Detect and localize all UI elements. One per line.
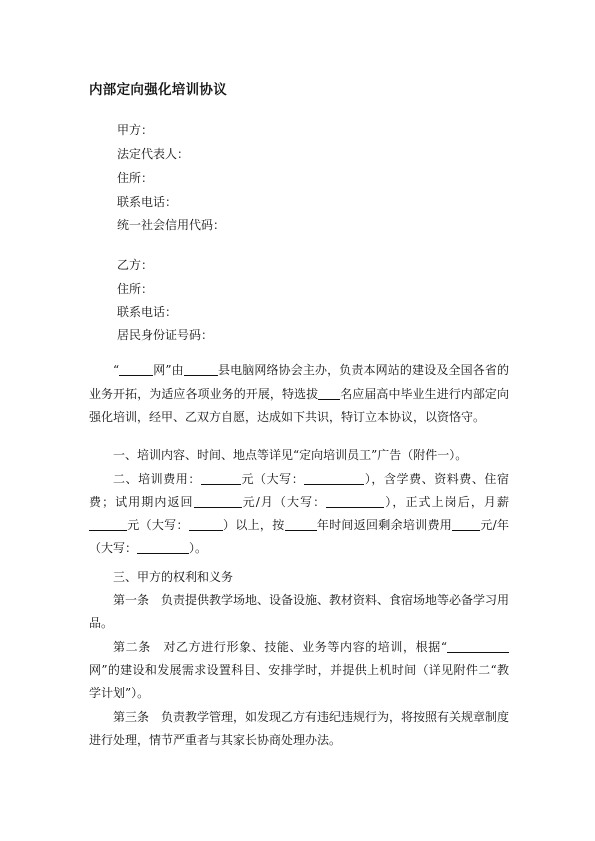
intro-text-4: 名应届高中毕业生进行内部定向强化培训，经甲、乙双方自愿，达成如下共识，特订立本协议，以资恪守。 [89, 386, 509, 424]
party-b-addr-field [117, 281, 153, 297]
clause-1-text: 一、培训内容、时间、地点等详见“定向培训员工”广告（附件一）。 [113, 448, 468, 462]
clause-1 [89, 444, 509, 467]
article-2-website-blank[interactable] [447, 639, 509, 653]
article-3-text: 第三条 负责教学管理，如发现乙方有违纪违规行为，将按照有关规章制度进行处理，情节严重者与其家长协商处理办法。 [89, 710, 510, 747]
clause-2-text-10: ）。 [189, 541, 208, 555]
party-a-addr-field [117, 170, 153, 186]
party-a-phone-field [117, 194, 177, 210]
clause-2-text-6: 元（大写： [127, 518, 189, 532]
clause-2-text-1: 二、培训费用： [113, 472, 201, 486]
clause-3-heading-text: 三、甲方的权利和义务 [113, 570, 234, 584]
monthly-salary-words-blank[interactable] [189, 517, 223, 531]
intro-text-1: “ [113, 363, 120, 377]
clause-2-text-9: 元/年（大写： [89, 518, 509, 555]
monthly-return-blank[interactable] [194, 494, 242, 508]
annual-return-blank[interactable] [452, 517, 480, 531]
article-2-text-2: 网”的建设和发展需求设置科目、安排学时，并提供上机时间（详见附件二“教学计划”）。 [89, 663, 509, 700]
party-a-addr-label: 住所： [117, 171, 154, 185]
intro-text-3: 县电脑网络协会主办，负责本网站的建设及全国各省的业务开拓，为适应各项业务的开展，特选拔 [89, 363, 509, 401]
party-b-name-label: 乙方： [117, 258, 154, 272]
article-1-text: 第一条 负责提供教学场地、设备设施、教材资料、食宿场地等必备学习用品。 [89, 593, 510, 630]
party-b-id-label: 居民身份证号码： [117, 328, 214, 342]
training-fee-words-blank[interactable] [304, 471, 364, 485]
clause-2-text-3: ），含学费、资料费、住宿费；试用期内返回 [89, 472, 509, 509]
intro-paragraph [89, 359, 509, 430]
student-count-blank[interactable] [318, 386, 340, 400]
article-2-text-1: 第二条 对乙方进行形象、技能、业务等内容的培训，根据“ [113, 640, 447, 654]
clause-2-text-8: 年时间返回剩余培训费用 [316, 518, 453, 532]
clause-2-text-2: 元（大写： [240, 472, 305, 486]
party-a-name-label: 甲方： [117, 123, 154, 137]
annual-return-words-blank[interactable] [137, 540, 189, 554]
article-3 [89, 706, 509, 752]
clause-2-text-7: ）以上，按 [222, 518, 285, 532]
party-a-phone-label: 联系电话： [117, 195, 178, 209]
party-a-credit-label: 统一社会信用代码： [117, 218, 226, 232]
monthly-return-words-blank[interactable] [326, 494, 384, 508]
party-a-name-field [117, 122, 153, 138]
clause-3-heading [89, 566, 509, 589]
party-a-rep-field [117, 146, 189, 162]
website-name-blank[interactable] [119, 362, 153, 376]
return-years-blank[interactable] [285, 517, 317, 531]
clause-2-text-4: 元/月（大写： [241, 495, 327, 509]
intro-text-2: 网”由 [153, 363, 184, 377]
document-title: 内部定向强化培训协议 [89, 82, 227, 98]
article-1 [89, 589, 509, 635]
training-fee-blank[interactable] [201, 471, 241, 485]
party-a-credit-field [117, 217, 225, 233]
party-a-rep-label: 法定代表人： [117, 147, 190, 161]
party-b-phone-field [117, 304, 177, 320]
party-b-addr-label: 住所： [117, 282, 154, 296]
clause-2-text-5: ），正式上岗后，月薪 [384, 495, 509, 509]
monthly-salary-blank[interactable] [89, 517, 127, 531]
clause-2 [89, 468, 509, 560]
county-name-blank[interactable] [184, 362, 218, 376]
article-2 [89, 636, 509, 705]
party-b-id-field [117, 327, 213, 343]
party-b-phone-label: 联系电话： [117, 305, 178, 319]
party-b-name-field [117, 257, 153, 273]
